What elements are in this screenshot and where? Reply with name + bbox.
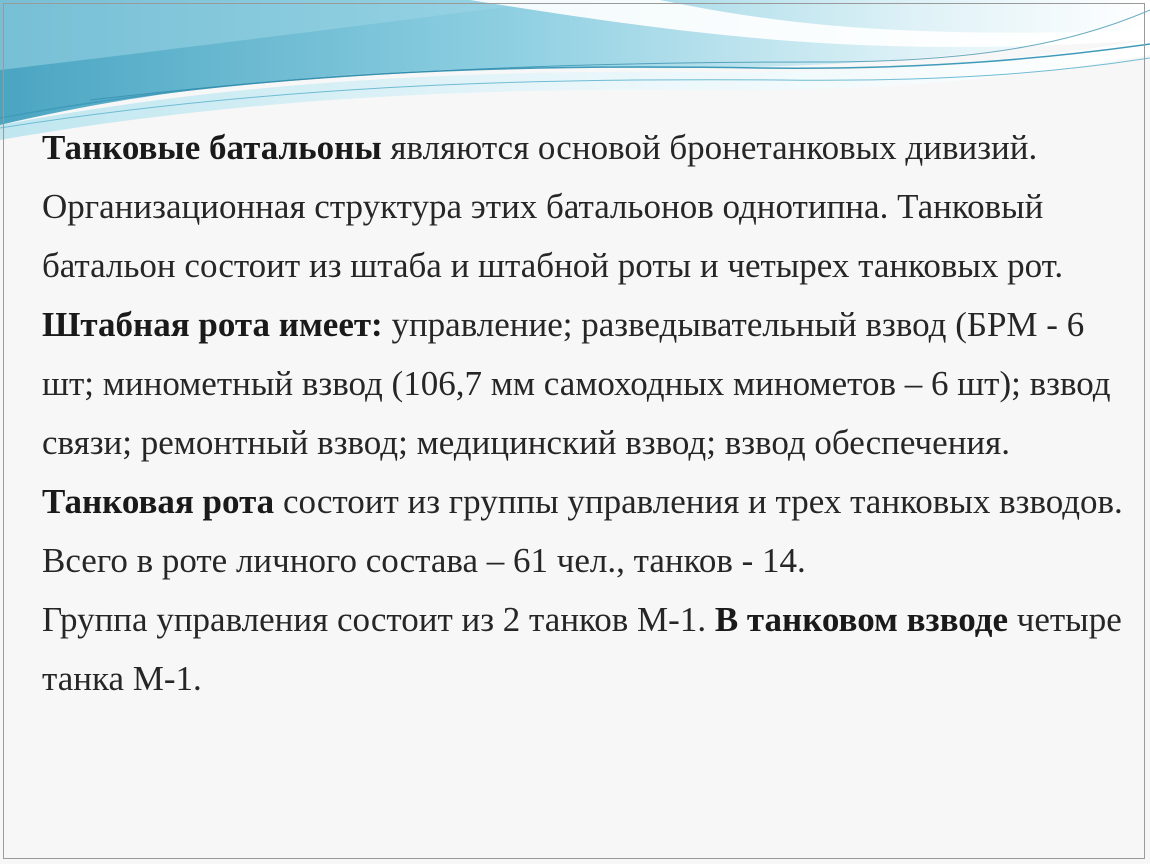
- paragraph-text: Всего в роте личного состава – 61 чел., танков - 14.: [42, 541, 806, 580]
- bold-tail: В танковом взводе: [714, 600, 1008, 639]
- paragraph-hq-company: [42, 295, 1142, 472]
- paragraph-tank-company: [42, 472, 1142, 531]
- paragraph-text: управление; разведывательный взвод (БРМ - 6 шт; минометный взвод (106,7 мм самоходных минометов – 6 шт); взвод связи; ремонтный взвод; медицинский взвод; взвод обеспечения.: [42, 305, 1111, 462]
- paragraph-tail-text: четыре танка М-1.: [42, 600, 1122, 698]
- paragraph-personnel-total: [42, 531, 1142, 590]
- bold-lead: Штабная рота имеет:: [42, 305, 383, 344]
- paragraph-tank-battalions: [42, 118, 1142, 295]
- paragraph-control-group: [42, 590, 1142, 708]
- paragraph-text: Группа управления состоит из 2 танков М-1.: [42, 600, 715, 639]
- paragraph-text: состоит из группы управления и трех танковых взводов.: [274, 482, 1123, 521]
- bold-lead: Танковая рота: [42, 482, 275, 521]
- paragraph-text: являются основой бронетанковых дивизий. Организационная структура этих батальонов однотипна. Танковый батальон состоит из штаба и штабной роты и четырех танковых рот.: [42, 128, 1064, 285]
- bold-lead: Танковые батальоны: [42, 128, 382, 167]
- body-text: [42, 118, 1142, 708]
